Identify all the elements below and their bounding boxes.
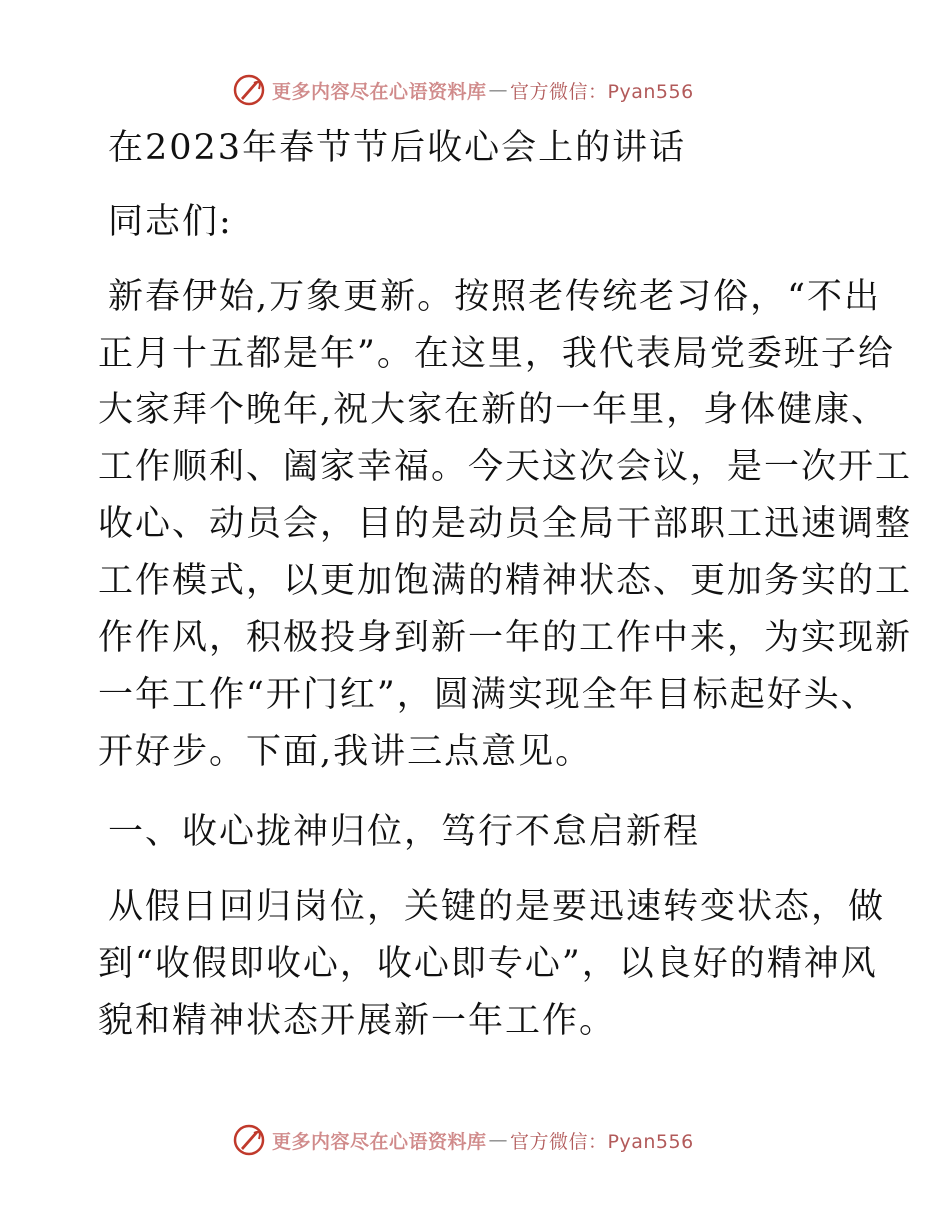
document-title: 在2023年春节节后收心会上的讲话: [108, 128, 687, 168]
watermark-wechat-text: 官方微信：Pyan556: [510, 80, 694, 103]
paragraph-line: 新春伊始,万象更新。按照老传统老习俗，“不出: [108, 277, 882, 317]
paragraph-line: 大家拜个晚年,祝大家在新的一年里，身体健康、: [98, 390, 889, 430]
paragraph-line: 收心、动员会，目的是动员全局干部职工迅速调整: [98, 504, 913, 544]
watermark-dash: —: [488, 79, 509, 101]
paragraph-line: 作作风，积极投身到新一年的工作中来，为实现新: [98, 618, 913, 658]
paragraph-line: 到“收假即收心，收心即专心”，以良好的精神风: [98, 944, 878, 984]
paragraph-line: 从假日回归岗位，关键的是要迅速转变状态，做: [108, 887, 886, 927]
paragraph-line: 貌和精神状态开展新一年工作。: [98, 1001, 617, 1041]
quill-logo-icon: [232, 73, 266, 107]
greeting-line: 同志们:: [108, 202, 233, 242]
paragraph-line: 工作顺利、阖家幸福。今天这次会议，是一次开工: [98, 447, 913, 487]
watermark-banner-bottom: [232, 1120, 694, 1160]
watermark-lead-text: 更多内容尽在心语资料库: [272, 80, 487, 103]
quill-logo-icon: [232, 1123, 266, 1157]
watermark-wechat-text: 官方微信：Pyan556: [510, 1130, 694, 1153]
paragraph-line: 开好步。下面,我讲三点意见。: [98, 732, 593, 772]
watermark-banner-top: [232, 70, 694, 110]
watermark-dash: —: [488, 1129, 509, 1151]
paragraph-line: 正月十五都是年”。在这里，我代表局党委班子给: [98, 334, 895, 374]
paragraph-line: 工作模式，以更加饱满的精神状态、更加务实的工: [98, 561, 913, 601]
paragraph-line: 一年工作“开门红”，圆满实现全年目标起好头、: [98, 675, 878, 715]
section-heading: 一、收心拢神归位，笃行不怠启新程: [108, 812, 701, 852]
watermark-lead-text: 更多内容尽在心语资料库: [272, 1130, 487, 1153]
